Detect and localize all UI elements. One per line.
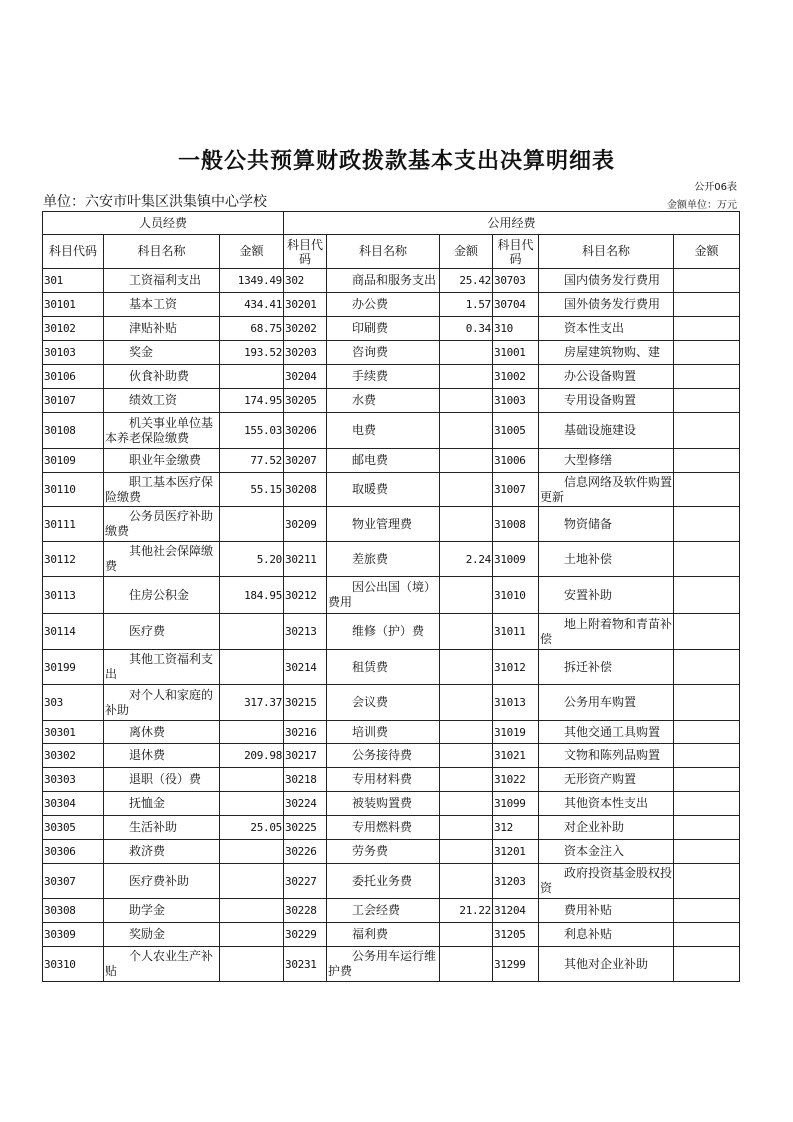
subject-code-cell: 30231 <box>284 947 327 982</box>
subject-code-cell: 30113 <box>43 577 104 614</box>
subject-code-cell: 30208 <box>284 473 327 507</box>
header-name: 科目名称 <box>539 235 674 269</box>
amount-cell <box>440 650 493 685</box>
amount-cell <box>674 816 740 840</box>
subject-code-cell: 30114 <box>43 614 104 650</box>
subject-code-cell: 31299 <box>493 947 539 982</box>
subject-name-cell: 基础设施建设 <box>539 413 674 449</box>
amount-cell <box>674 768 740 792</box>
subject-name-cell: 取暖费 <box>327 473 440 507</box>
subject-name-cell: 办公费 <box>327 293 440 317</box>
amount-cell: 77.52 <box>220 449 284 473</box>
table-row <box>43 317 740 341</box>
subject-code-cell: 31022 <box>493 768 539 792</box>
subject-code-cell: 31002 <box>493 365 539 389</box>
subject-name-cell: 会议费 <box>327 685 440 721</box>
table-body <box>43 269 740 982</box>
table-row <box>43 864 740 899</box>
amount-cell <box>674 947 740 982</box>
table-row <box>43 269 740 293</box>
subject-name-cell: 资本性支出 <box>539 317 674 341</box>
subject-code-cell: 31009 <box>493 542 539 577</box>
subject-code-cell: 30305 <box>43 816 104 840</box>
subject-code-cell: 310 <box>493 317 539 341</box>
subject-code-cell: 30218 <box>284 768 327 792</box>
subject-code-cell: 31011 <box>493 614 539 650</box>
subject-name-cell: 公务接待费 <box>327 744 440 768</box>
subject-name-cell: 专用材料费 <box>327 768 440 792</box>
table-row <box>43 473 740 507</box>
header-name: 科目名称 <box>327 235 440 269</box>
amount-cell: 155.03 <box>220 413 284 449</box>
amount-cell <box>220 721 284 744</box>
amount-cell <box>220 864 284 899</box>
amount-cell <box>220 768 284 792</box>
subject-name-cell: 救济费 <box>104 840 220 864</box>
subject-code-cell: 30199 <box>43 650 104 685</box>
amount-cell <box>674 269 740 293</box>
table-row <box>43 293 740 317</box>
subject-name-cell: 公务用车购置 <box>539 685 674 721</box>
subject-code-cell: 302 <box>284 269 327 293</box>
amount-cell <box>440 365 493 389</box>
amount-cell <box>674 473 740 507</box>
amount-cell <box>674 389 740 413</box>
document-title: 一般公共预算财政拨款基本支出决算明细表 <box>177 149 615 174</box>
subject-name-cell: 伙食补助费 <box>104 365 220 389</box>
subject-code-cell: 30302 <box>43 744 104 768</box>
subject-code-cell: 303 <box>43 685 104 721</box>
amount-cell <box>220 899 284 923</box>
subject-name-cell: 机关事业单位基本养老保险缴费 <box>104 413 220 449</box>
subject-name-cell: 水费 <box>327 389 440 413</box>
subject-name-cell: 住房公积金 <box>104 577 220 614</box>
subject-code-cell: 312 <box>493 816 539 840</box>
amount-cell: 2.24 <box>440 542 493 577</box>
subject-name-cell: 土地补偿 <box>539 542 674 577</box>
amount-cell <box>674 840 740 864</box>
amount-cell: 184.95 <box>220 577 284 614</box>
subject-code-cell: 30201 <box>284 293 327 317</box>
subject-name-cell: 基本工资 <box>104 293 220 317</box>
subject-code-cell: 30303 <box>43 768 104 792</box>
subject-name-cell: 商品和服务支出 <box>327 269 440 293</box>
form-number: 公开06表 <box>694 182 737 193</box>
subject-name-cell: 其他资本性支出 <box>539 792 674 816</box>
subject-name-cell: 信息网络及软件购置更新 <box>539 473 674 507</box>
amount-cell <box>220 840 284 864</box>
subject-code-cell: 31203 <box>493 864 539 899</box>
amount-cell <box>440 840 493 864</box>
subject-code-cell: 30112 <box>43 542 104 577</box>
amount-cell <box>440 473 493 507</box>
subject-code-cell: 30301 <box>43 721 104 744</box>
subject-name-cell: 物资储备 <box>539 507 674 542</box>
amount-cell <box>440 341 493 365</box>
amount-cell <box>220 923 284 947</box>
subject-code-cell: 30306 <box>43 840 104 864</box>
subject-code-cell: 30109 <box>43 449 104 473</box>
subject-code-cell: 31204 <box>493 899 539 923</box>
subject-name-cell: 地上附着物和青苗补偿 <box>539 614 674 650</box>
amount-cell <box>440 864 493 899</box>
amount-cell: 25.42 <box>440 269 493 293</box>
group-public: 公用经费 <box>284 212 740 235</box>
subject-name-cell: 国外债务发行费用 <box>539 293 674 317</box>
table-row <box>43 365 740 389</box>
subject-name-cell: 工资福利支出 <box>104 269 220 293</box>
subject-code-cell: 30107 <box>43 389 104 413</box>
table-row <box>43 341 740 365</box>
subject-code-cell: 31021 <box>493 744 539 768</box>
subject-code-cell: 30228 <box>284 899 327 923</box>
subject-name-cell: 医疗费补助 <box>104 864 220 899</box>
subject-code-cell: 30203 <box>284 341 327 365</box>
header-name: 科目名称 <box>104 235 220 269</box>
subject-name-cell: 维修（护）费 <box>327 614 440 650</box>
subject-name-cell: 其他对企业补助 <box>539 947 674 982</box>
subject-name-cell: 邮电费 <box>327 449 440 473</box>
amount-cell <box>440 816 493 840</box>
subject-code-cell: 30224 <box>284 792 327 816</box>
subject-code-cell: 30704 <box>493 293 539 317</box>
amount-cell <box>674 577 740 614</box>
amount-cell <box>220 614 284 650</box>
subject-code-cell: 31008 <box>493 507 539 542</box>
amount-cell <box>674 923 740 947</box>
subject-name-cell: 其他工资福利支出 <box>104 650 220 685</box>
amount-cell <box>674 341 740 365</box>
subject-name-cell: 福利费 <box>327 923 440 947</box>
subject-name-cell: 办公设备购置 <box>539 365 674 389</box>
subject-name-cell: 退休费 <box>104 744 220 768</box>
subject-name-cell: 无形资产购置 <box>539 768 674 792</box>
amount-cell <box>440 389 493 413</box>
amount-cell: 174.95 <box>220 389 284 413</box>
amount-cell <box>674 864 740 899</box>
subject-code-cell: 30227 <box>284 864 327 899</box>
subject-name-cell: 助学金 <box>104 899 220 923</box>
subject-code-cell: 30211 <box>284 542 327 577</box>
header-code: 科目代码 <box>284 235 327 269</box>
subject-code-cell: 30215 <box>284 685 327 721</box>
subject-code-cell: 30202 <box>284 317 327 341</box>
subject-name-cell: 工会经费 <box>327 899 440 923</box>
amount-cell <box>220 507 284 542</box>
subject-code-cell: 31010 <box>493 577 539 614</box>
subject-code-cell: 30225 <box>284 816 327 840</box>
amount-cell <box>440 792 493 816</box>
subject-code-cell: 30226 <box>284 840 327 864</box>
subject-name-cell: 因公出国（境）费用 <box>327 577 440 614</box>
subject-code-cell: 31099 <box>493 792 539 816</box>
subject-name-cell: 手续费 <box>327 365 440 389</box>
subject-name-cell: 专用燃料费 <box>327 816 440 840</box>
amount-cell <box>674 293 740 317</box>
amount-cell <box>440 507 493 542</box>
amount-cell: 0.34 <box>440 317 493 341</box>
subject-name-cell: 离休费 <box>104 721 220 744</box>
amount-cell <box>674 365 740 389</box>
subject-code-cell: 30106 <box>43 365 104 389</box>
amount-cell: 193.52 <box>220 341 284 365</box>
table-row <box>43 413 740 449</box>
subject-name-cell: 大型修缮 <box>539 449 674 473</box>
subject-name-cell: 公务员医疗补助缴费 <box>104 507 220 542</box>
subject-name-cell: 医疗费 <box>104 614 220 650</box>
amount-cell <box>440 947 493 982</box>
subject-name-cell: 奖金 <box>104 341 220 365</box>
table-row <box>43 685 740 721</box>
subject-code-cell: 30110 <box>43 473 104 507</box>
reporting-unit: 单位：六安市叶集区洪集镇中心学校 <box>43 194 267 210</box>
amount-cell: 1349.49 <box>220 269 284 293</box>
amount-cell <box>674 317 740 341</box>
subject-name-cell: 生活补助 <box>104 816 220 840</box>
subject-name-cell: 物业管理费 <box>327 507 440 542</box>
table-row <box>43 899 740 923</box>
amount-cell: 317.37 <box>220 685 284 721</box>
subject-name-cell: 咨询费 <box>327 341 440 365</box>
subject-name-cell: 文物和陈列品购置 <box>539 744 674 768</box>
subject-name-cell: 其他社会保障缴费 <box>104 542 220 577</box>
subject-code-cell: 301 <box>43 269 104 293</box>
subject-code-cell: 30209 <box>284 507 327 542</box>
subject-name-cell: 绩效工资 <box>104 389 220 413</box>
subject-code-cell: 30310 <box>43 947 104 982</box>
subject-name-cell: 对个人和家庭的补助 <box>104 685 220 721</box>
subject-code-cell: 30212 <box>284 577 327 614</box>
amount-cell <box>220 792 284 816</box>
subject-code-cell: 31001 <box>493 341 539 365</box>
table-row <box>43 389 740 413</box>
amount-cell <box>440 449 493 473</box>
header-amount: 金额 <box>220 235 284 269</box>
subject-name-cell: 印刷费 <box>327 317 440 341</box>
subject-name-cell: 津贴补贴 <box>104 317 220 341</box>
subject-name-cell: 对企业补助 <box>539 816 674 840</box>
subject-code-cell: 31201 <box>493 840 539 864</box>
subject-name-cell: 其他交通工具购置 <box>539 721 674 744</box>
amount-cell <box>440 768 493 792</box>
subject-code-cell: 30204 <box>284 365 327 389</box>
table-row <box>43 768 740 792</box>
subject-code-cell: 31012 <box>493 650 539 685</box>
table-row <box>43 923 740 947</box>
subject-code-cell: 31006 <box>493 449 539 473</box>
subject-code-cell: 30308 <box>43 899 104 923</box>
amount-cell <box>674 721 740 744</box>
subject-code-cell: 31007 <box>493 473 539 507</box>
amount-cell: 25.05 <box>220 816 284 840</box>
amount-cell <box>440 923 493 947</box>
table-row <box>43 449 740 473</box>
subject-code-cell: 30309 <box>43 923 104 947</box>
subject-code-cell: 31205 <box>493 923 539 947</box>
header-code: 科目代码 <box>493 235 539 269</box>
amount-cell <box>674 449 740 473</box>
subject-name-cell: 电费 <box>327 413 440 449</box>
subject-name-cell: 费用补贴 <box>539 899 674 923</box>
amount-cell <box>674 685 740 721</box>
amount-cell <box>674 542 740 577</box>
amount-cell <box>220 650 284 685</box>
subject-code-cell: 31005 <box>493 413 539 449</box>
subject-code-cell: 30214 <box>284 650 327 685</box>
amount-cell: 21.22 <box>440 899 493 923</box>
subject-name-cell: 差旅费 <box>327 542 440 577</box>
subject-code-cell: 30307 <box>43 864 104 899</box>
table-row <box>43 577 740 614</box>
subject-name-cell: 抚恤金 <box>104 792 220 816</box>
amount-cell <box>220 365 284 389</box>
subject-name-cell: 职工基本医疗保险缴费 <box>104 473 220 507</box>
subject-name-cell: 奖励金 <box>104 923 220 947</box>
subject-name-cell: 委托业务费 <box>327 864 440 899</box>
amount-cell <box>674 744 740 768</box>
table-row <box>43 507 740 542</box>
expenditure-table <box>42 211 740 982</box>
subject-name-cell: 公务用车运行维护费 <box>327 947 440 982</box>
amount-cell: 1.57 <box>440 293 493 317</box>
table-row <box>43 840 740 864</box>
table-row <box>43 816 740 840</box>
subject-name-cell: 利息补贴 <box>539 923 674 947</box>
table-row <box>43 542 740 577</box>
header-amount: 金额 <box>440 235 493 269</box>
table-row <box>43 650 740 685</box>
subject-name-cell: 资本金注入 <box>539 840 674 864</box>
subject-name-cell: 国内债务发行费用 <box>539 269 674 293</box>
amount-cell: 209.98 <box>220 744 284 768</box>
subject-code-cell: 30216 <box>284 721 327 744</box>
subject-code-cell: 30101 <box>43 293 104 317</box>
amount-cell <box>674 899 740 923</box>
amount-cell: 434.41 <box>220 293 284 317</box>
column-header-row <box>43 235 740 269</box>
subject-code-cell: 30304 <box>43 792 104 816</box>
subject-name-cell: 劳务费 <box>327 840 440 864</box>
subject-name-cell: 房屋建筑物购、建 <box>539 341 674 365</box>
subject-code-cell: 30229 <box>284 923 327 947</box>
table-row <box>43 947 740 982</box>
amount-cell <box>674 507 740 542</box>
amount-cell: 55.15 <box>220 473 284 507</box>
amount-cell: 68.75 <box>220 317 284 341</box>
group-personnel: 人员经费 <box>43 212 284 235</box>
amount-cell <box>440 744 493 768</box>
header-amount: 金额 <box>674 235 740 269</box>
amount-cell <box>674 650 740 685</box>
header-code: 科目代码 <box>43 235 104 269</box>
subject-name-cell: 退职（役）费 <box>104 768 220 792</box>
subject-name-cell: 个人农业生产补贴 <box>104 947 220 982</box>
subject-code-cell: 31013 <box>493 685 539 721</box>
subject-code-cell: 31019 <box>493 721 539 744</box>
amount-cell <box>440 614 493 650</box>
subject-name-cell: 拆迁补偿 <box>539 650 674 685</box>
amount-cell <box>220 947 284 982</box>
subject-code-cell: 30111 <box>43 507 104 542</box>
subject-name-cell: 被装购置费 <box>327 792 440 816</box>
subject-code-cell: 30213 <box>284 614 327 650</box>
table-row <box>43 744 740 768</box>
amount-cell <box>440 577 493 614</box>
amount-cell <box>440 685 493 721</box>
amount-cell: 5.20 <box>220 542 284 577</box>
table-row <box>43 721 740 744</box>
amount-cell <box>674 413 740 449</box>
table-row <box>43 792 740 816</box>
subject-code-cell: 31003 <box>493 389 539 413</box>
subject-name-cell: 安置补助 <box>539 577 674 614</box>
table-row <box>43 614 740 650</box>
subject-code-cell: 30103 <box>43 341 104 365</box>
subject-name-cell: 租赁费 <box>327 650 440 685</box>
subject-code-cell: 30205 <box>284 389 327 413</box>
amount-cell <box>674 792 740 816</box>
subject-name-cell: 培训费 <box>327 721 440 744</box>
subject-code-cell: 30217 <box>284 744 327 768</box>
subject-name-cell: 政府投资基金股权投资 <box>539 864 674 899</box>
subject-name-cell: 职业年金缴费 <box>104 449 220 473</box>
amount-cell <box>440 721 493 744</box>
subject-code-cell: 30207 <box>284 449 327 473</box>
amount-cell <box>674 614 740 650</box>
subject-code-cell: 30102 <box>43 317 104 341</box>
subject-code-cell: 30206 <box>284 413 327 449</box>
subject-name-cell: 专用设备购置 <box>539 389 674 413</box>
amount-cell <box>440 413 493 449</box>
group-header-row <box>43 212 740 235</box>
subject-code-cell: 30108 <box>43 413 104 449</box>
subject-code-cell: 30703 <box>493 269 539 293</box>
amount-unit: 金额单位：万元 <box>667 200 737 211</box>
